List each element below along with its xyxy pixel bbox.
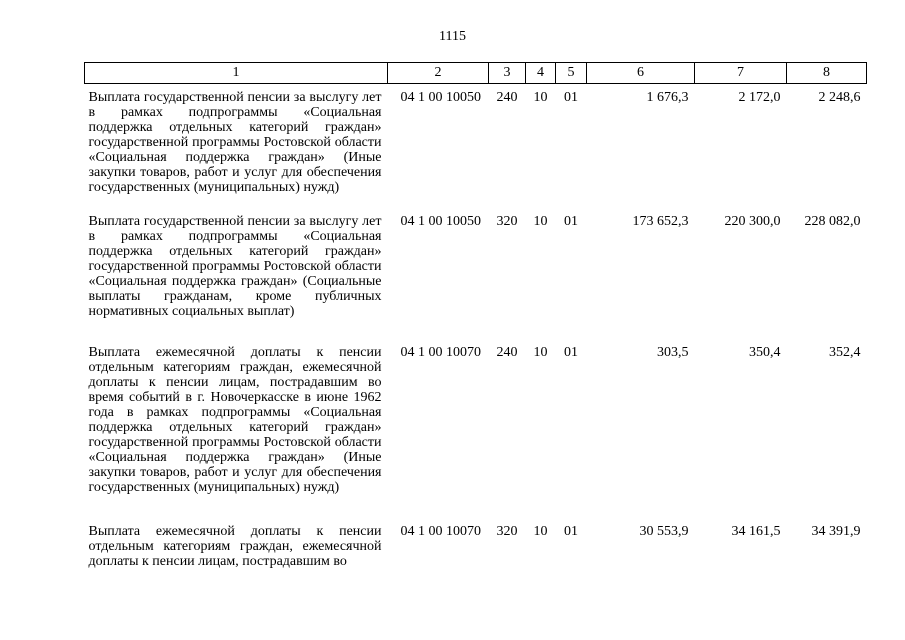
row-value-7: 220 300,0: [724, 213, 781, 229]
row-value-6: 1 676,3: [646, 90, 689, 105]
row-col4: 10: [533, 523, 548, 539]
column-header-7: 7: [695, 63, 787, 84]
row-col3: 240: [496, 344, 518, 360]
row-value-7: 2 172,0: [738, 90, 781, 105]
row-value-6: 30 553,9: [639, 523, 689, 539]
budget-table: [84, 62, 867, 569]
row-description: Выплата государственной пенсии за выслугу лет в рамках подпрограммы «Социальная поддержка отдельных категорий граждан» государственной программы Ростовской области «Социальная поддержка граждан» (Социальные выплаты гражданам, кроме публичных нормативных социальных выплат): [88, 213, 382, 319]
row-value-6: 303,5: [657, 344, 689, 360]
column-header-6: 6: [587, 63, 695, 84]
row-code: 04 1 00 10070: [400, 523, 481, 539]
column-header-8: 8: [787, 63, 867, 84]
row-code: 04 1 00 10050: [400, 213, 481, 229]
row-col5: 01: [564, 344, 578, 360]
page-number: 1115: [439, 29, 466, 44]
row-value-8: 34 391,9: [811, 523, 861, 539]
row-value-7: 350,4: [749, 344, 781, 360]
row-value-8: 352,4: [829, 344, 861, 360]
column-header-1: 1: [85, 63, 388, 84]
row-value-8: 2 248,6: [818, 90, 861, 105]
header-row: [85, 63, 867, 84]
table-row: [85, 214, 867, 345]
column-header-3: 3: [489, 63, 526, 84]
table-row: [85, 345, 867, 524]
row-col3: 240: [496, 90, 518, 105]
row-col3: 320: [496, 523, 518, 539]
row-col5: 01: [564, 213, 578, 229]
column-header-5: 5: [556, 63, 587, 84]
row-value-7: 34 161,5: [731, 523, 781, 539]
row-col5: 01: [564, 523, 578, 539]
row-code: 04 1 00 10050: [400, 90, 481, 105]
row-code: 04 1 00 10070: [400, 344, 481, 360]
row-col3: 320: [496, 213, 518, 229]
table-row: [85, 524, 867, 569]
row-col4: 10: [533, 90, 548, 105]
row-description: Выплата ежемесячной доплаты к пенсии отдельным категориям граждан, ежемесячной доплаты к пенсии лицам, пострадавшим во: [88, 523, 382, 569]
table-row: [85, 84, 867, 214]
row-value-8: 228 082,0: [804, 213, 861, 229]
column-header-2: 2: [388, 63, 489, 84]
row-col4: 10: [533, 213, 548, 229]
row-col4: 10: [533, 344, 548, 360]
row-description: Выплата ежемесячной доплаты к пенсии отдельным категориям граждан, ежемесячной доплаты к пенсии лицам, пострадавшим во время событий в г. Новочеркасске в июне 1962 года в рамках подпрограммы «Социальная поддержка отдельных категорий граждан» государственной программы Ростовской области «Социальная поддержка граждан» (Иные закупки товаров, работ и услуг для обеспечения государственных (муниципальных) нужд): [88, 344, 382, 495]
row-value-6: 173 652,3: [632, 213, 689, 229]
row-col5: 01: [564, 90, 578, 105]
column-header-4: 4: [526, 63, 556, 84]
row-description: Выплата государственной пенсии за выслугу лет в рамках подпрограммы «Социальная поддержка отдельных категорий граждан» государственной программы Ростовской области «Социальная поддержка граждан» (Иные закупки товаров, работ и услуг для обеспечения государственных (муниципальных) нужд): [88, 90, 382, 195]
